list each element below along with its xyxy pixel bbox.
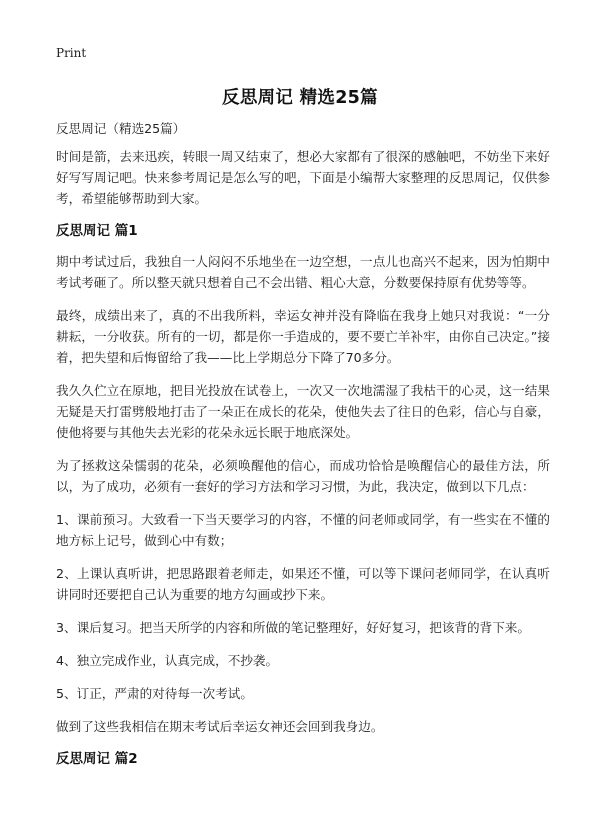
section-1-list-item-2: 2、上课认真听讲，把思路跟着老师走，如果还不懂，可以等下课问老师同学，在认真听讲同时还要把自己认为重要的地方勾画或抄下来。 <box>56 566 550 602</box>
section-1-list-item-3: 3、课后复习。把当天所学的内容和所做的笔记整理好，好好复习，把该背的背下来。 <box>56 620 530 635</box>
section-1-paragraph-1: 期中考试过后，我独自一人闷闷不乐地坐在一边空想，一点儿也高兴不起来，因为怕期中考试考砸了。所以整天就只想着自己不会出错、粗心大意，分数要保持原有优势等等。 <box>56 254 550 290</box>
section-1-paragraph-2: 最终，成绩出来了，真的不出我所料，幸运女神并没有降临在我身上她只对我说：“一分耕耘，一分收获。所有的一切，都是你一手造成的，要不要亡羊补牢，由你自己决定。”接着，把失望和后悔留给了我——比上学期总分下降了70多分。 <box>56 308 550 365</box>
section-1-list-item-5: 5、订正，严肃的对待每一次考试。 <box>56 686 253 701</box>
section-1-paragraph-3: 我久久伫立在原地，把目光投放在试卷上，一次又一次地濡湿了我枯干的心灵，这一结果无疑是天打雷劈般地打击了一朵正在成长的花朵，使他失去了往日的色彩，信心与自豪，使他将要与其他失去光彩的花朵永远长眠于地底深处。 <box>56 383 550 440</box>
section-heading-2: 反思周记 篇2 <box>56 751 138 767</box>
article-body <box>56 118 550 779</box>
section-1-list-item-1: 1、课前预习。大致看一下当天要学习的内容，不懂的问老师或同学，有一些实在不懂的地方标上记号，做到心中有数； <box>56 512 550 548</box>
section-1-paragraph-4: 为了拯救这朵懦弱的花朵，必须唤醒他的信心，而成功恰恰是唤醒信心的最佳方法，所以，为了成功，必须有一套好的学习方法和学习习惯，为此，我决定，做到以下几点： <box>56 458 550 494</box>
intro-paragraph: 时间是箭，去来迅疾，转眼一周又结束了，想必大家都有了很深的感触吧，不妨坐下来好好写写周记吧。快来参考周记是怎么写的吧，下面是小编帮大家整理的反思周记，仅供参考，希望能够帮助到大家。 <box>56 149 550 206</box>
section-1-list-item-4: 4、独立完成作业，认真完成，不抄袭。 <box>56 653 279 668</box>
article-subtitle: 反思周记（精选25篇） <box>56 121 186 136</box>
print-link[interactable]: Print <box>56 46 87 60</box>
section-1-conclusion: 做到了这些我相信在期末考试后幸运女神还会回到我身边。 <box>56 719 384 734</box>
page-title: 反思周记 精选25篇 <box>222 88 378 108</box>
section-heading-1: 反思周记 篇1 <box>56 223 138 239</box>
